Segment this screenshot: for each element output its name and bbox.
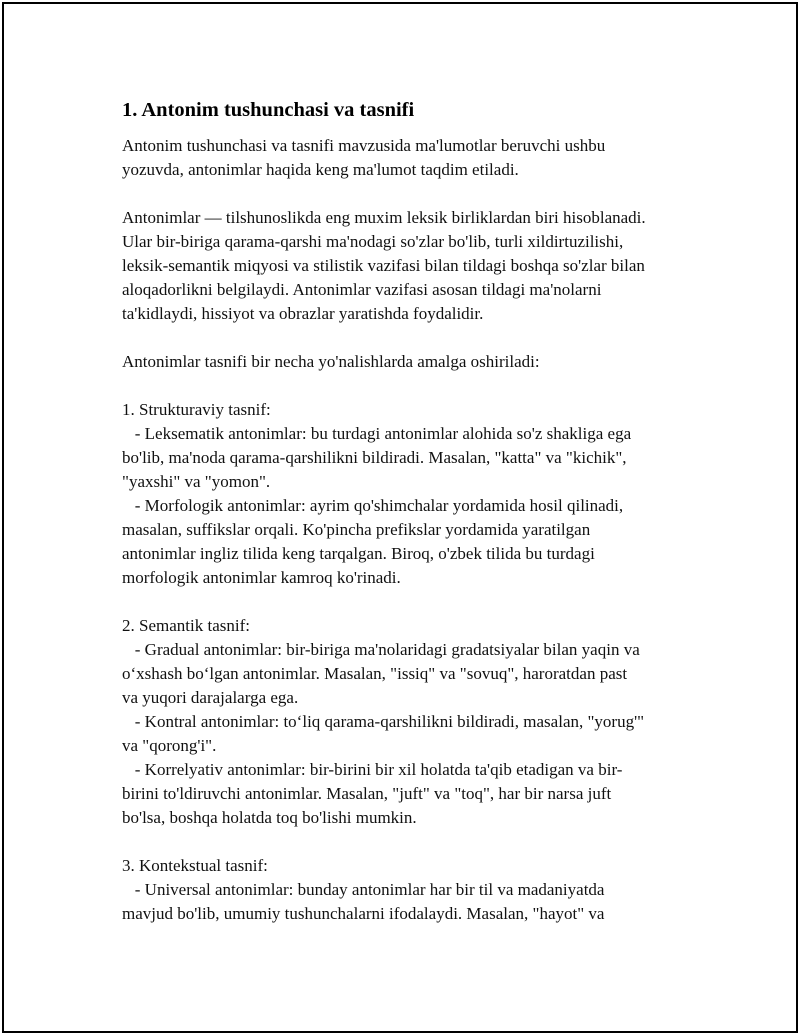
paragraph-gap [122, 374, 712, 398]
paragraph-classification-intro: Antonimlar tasnifi bir necha yo'nalishlarda amalga oshiriladi: [122, 352, 540, 371]
document-body [122, 96, 712, 926]
paragraph-gap [122, 590, 712, 614]
paragraph-definition: Antonimlar — tilshunoslikda eng muxim leksik birliklardan biri hisoblanadi. Ular bir-biriga qarama-qarshi ma'nodagi so'zlar bo'lib, turli xildirtuzilishi, leksik-semantik miqyosi va stilistik vazifasi bilan tildagi boshqa so'zlar bilan aloqadorlikni belgilaydi. Antonimlar vazifasi asosan tildagi ma'nolarni ta'kidlaydi, hissiyot va obrazlar yaratishda foydalidir. [122, 208, 646, 323]
section-structural: 1. Strukturaviy tasnif: - Leksematik antonimlar: bu turdagi antonimlar alohida so'z shakliga ega bo'lib, ma'noda qarama-qarshilikni bildiradi. Masalan, "katta" va "kichik", "yaxshi" va "yomon". - Morfologik antonimlar: ayrim qo'shimchalar yordamida hosil qilinadi, masalan, suffikslar orqali. Ko'pincha prefikslar yordamida yaratilgan antonimlar ingliz tilida keng tarqalgan. Biroq, o'zbek tilida bu turdagi morfologik antonimlar kamroq ko'rinadi. [122, 400, 632, 587]
section-semantic: 2. Semantik tasnif: - Gradual antonimlar: bir-biriga ma'nolaridagi gradatsiyalar bilan yaqin va o‘xshash bo‘lgan antonimlar. Masalan, "issiq" va "sovuq", haroratdan past va yuqori darajalarga ega. - Kontral antonimlar: to‘liq qarama-qarshilikni bildiradi, masalan, "yorug'" va "qorong'i". - Korrelyativ antonimlar: bir-birini bir xil holatda ta'qib etadigan va bir- birini to'ldiruvchi antonimlar. Masalan, "juft" va "toq", har bir narsa juft bo'lsa, boshqa holatda toq bo'lishi mumkin. [122, 616, 645, 827]
paragraph-gap [122, 830, 712, 854]
page-frame [2, 2, 798, 1033]
section-contextual: 3. Kontekstual tasnif: - Universal antonimlar: bunday antonimlar har bir til va madaniyatda mavjud bo'lib, umumiy tushunchalarni ifodalaydi. Masalan, "hayot" va [122, 856, 605, 923]
paragraph-intro: Antonim tushunchasi va tasnifi mavzusida ma'lumotlar beruvchi ushbu yozuvda, antonimlar haqida keng ma'lumot taqdim etiladi. [122, 136, 606, 179]
paragraph-gap [122, 182, 712, 206]
page-title: 1. Antonim tushunchasi va tasnifi [122, 99, 415, 121]
paragraph-gap [122, 326, 712, 350]
